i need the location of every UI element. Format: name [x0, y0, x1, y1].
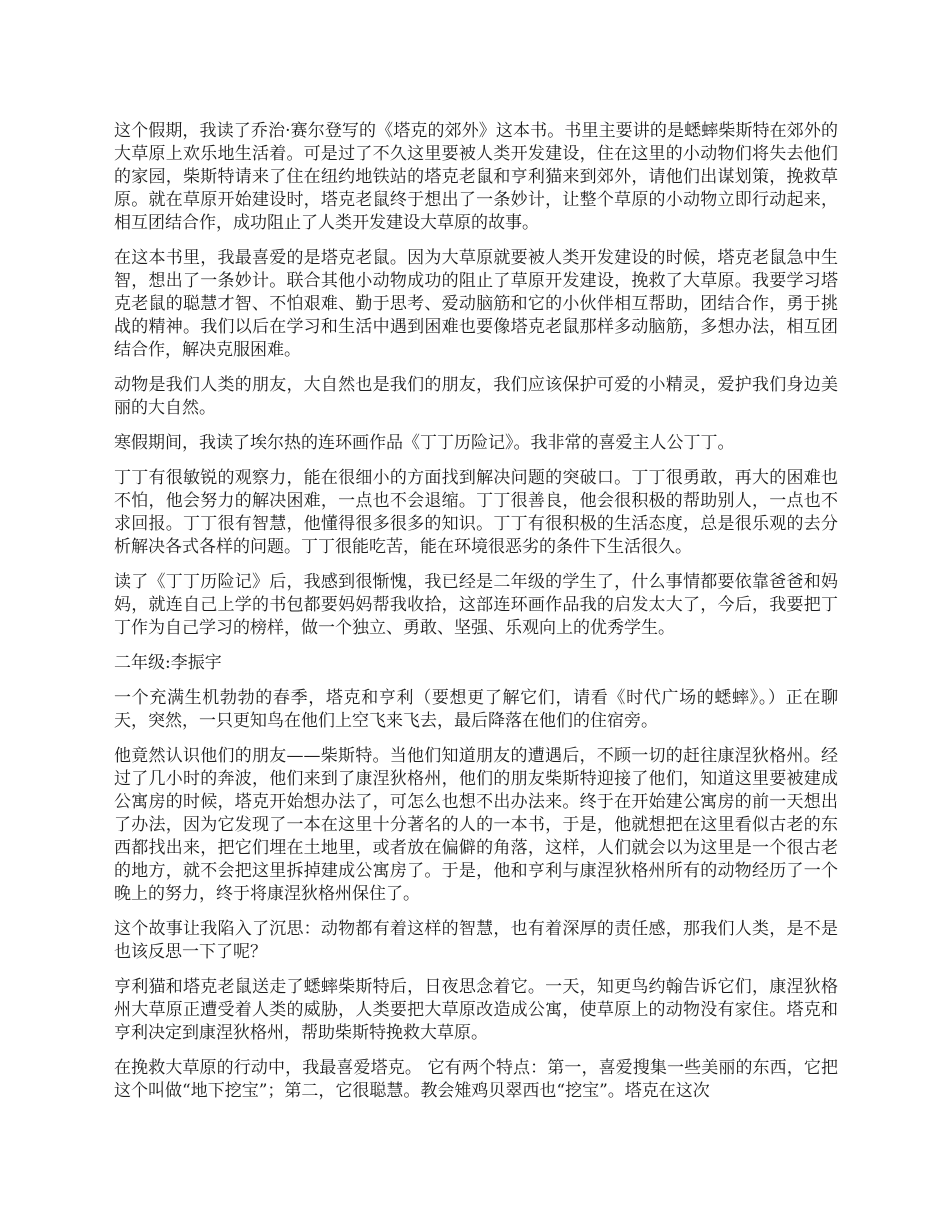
- paragraph: 动物是我们人类的朋友，大自然也是我们的朋友，我们应该保护可爱的小精灵，爱护我们身边美丽的大自然。: [114, 375, 838, 418]
- paragraph: 这个假期，我读了乔治·赛尔登写的《塔克的郊外》这本书。书里主要讲的是蟋蟀柴斯特在郊外的大草原上欢乐地生活着。可是过了不久这里要被人类开发建设，住在这里的小动物们将失去他们的家园，柴斯特请来了住在纽约地铁站的塔克老鼠和亨利猫来到郊外，请他们出谋划策，挽救草原。就在草原开始建设时，塔克老鼠终于想出了一条妙计，让整个草原的小动物立即行动起来，相互团结合作，成功阻止了人类开发建设大草原的故事。: [114, 121, 838, 233]
- paragraph: 这个故事让我陷入了沉思：动物都有着这样的智慧，也有着深厚的责任感，那我们人类，是不是也该反思一下了呢？: [114, 919, 838, 962]
- paragraph: 丁丁有很敏锐的观察力，能在很细小的方面找到解决问题的突破口。丁丁很勇敢，再大的困难也不怕，他会努力的解决困难，一点也不会退缩。丁丁很善良，他会很积极的帮助别人，一点也不求回报。丁丁很有智慧，他懂得很多很多的知识。丁丁有很积极的生活态度，总是很乐观的去分析解决各式各样的问题。丁丁很能吃苦，能在环境很恶劣的条件下生活很久。: [114, 468, 838, 557]
- paragraph: 在这本书里，我最喜爱的是塔克老鼠。因为大草原就要被人类开发建设的时候，塔克老鼠急中生智，想出了一条妙计。联合其他小动物成功的阻止了草原开发建设，挽救了大草原。我要学习塔克老鼠的聪慧才智、不怕艰难、勤于思考、爱动脑筋和它的小伙伴相互帮助，团结合作，勇于挑战的精神。我们以后在学习和生活中遇到困难也要像塔克老鼠那样多动脑筋，多想办法，相互团结合作，解决克服困难。: [114, 248, 838, 360]
- paragraph: 一个充满生机勃勃的春季，塔克和亨利（要想更了解它们，请看《时代广场的蟋蟀》。）正在聊天，突然，一只更知鸟在他们上空飞来飞去，最后降落在他们的住宿旁。: [114, 688, 838, 731]
- paragraph: 在挽救大草原的行动中，我最喜爱塔克。 它有两个特点：第一，喜爱搜集一些美丽的东西，它把这个叫做“地下挖宝”；第二，它很聪慧。教会雉鸡贝翠西也“挖宝”。塔克在这次: [114, 1058, 838, 1101]
- paragraph: 他竟然认识他们的朋友——柴斯特。当他们知道朋友的遭遇后，不顾一切的赶往康涅狄格州。经过了几小时的奔波，他们来到了康涅狄格州，他们的朋友柴斯特迎接了他们，知道这里要被建成公寓房的时候，塔克开始想办法了，可怎么也想不出办法来。终于在开始建公寓房的前一天想出了办法，因为它发现了一本在这里十分著名的人的一本书，于是，他就想把在这里看似古老的东西都找出来，把它们埋在土地里，或者放在偏僻的角落，这样，人们就会以为这里是一个很古老的地方，就不会把这里拆掉建成公寓房了。于是，他和亨利与康涅狄格州所有的动物经历了一个晚上的努力，终于将康涅狄格州保住了。: [114, 746, 838, 904]
- paragraph: 读了《丁丁历险记》后，我感到很惭愧，我已经是二年级的学生了，什么事情都要依靠爸爸和妈妈，就连自己上学的书包都要妈妈帮我收拾，这部连环画作品我的启发太大了，今后，我要把丁丁作为自己学习的榜样，做一个独立、勇敢、坚强、乐观向上的优秀学生。: [114, 572, 838, 638]
- paragraph: 亨利猫和塔克老鼠送走了蟋蟀柴斯特后，日夜思念着它。一天，知更鸟约翰告诉它们，康涅狄格州大草原正遭受着人类的威胁，人类要把大草原改造成公寓，使草原上的动物没有家住。塔克和亨利决定到康涅狄格州，帮助柴斯特挽救大草原。: [114, 977, 838, 1043]
- author-line: 二年级:李振宇: [114, 653, 222, 673]
- paragraph: 寒假期间，我读了埃尔热的连环画作品《丁丁历险记》。我非常的喜爱主人公丁丁。: [114, 433, 735, 453]
- document-body: [114, 120, 838, 1115]
